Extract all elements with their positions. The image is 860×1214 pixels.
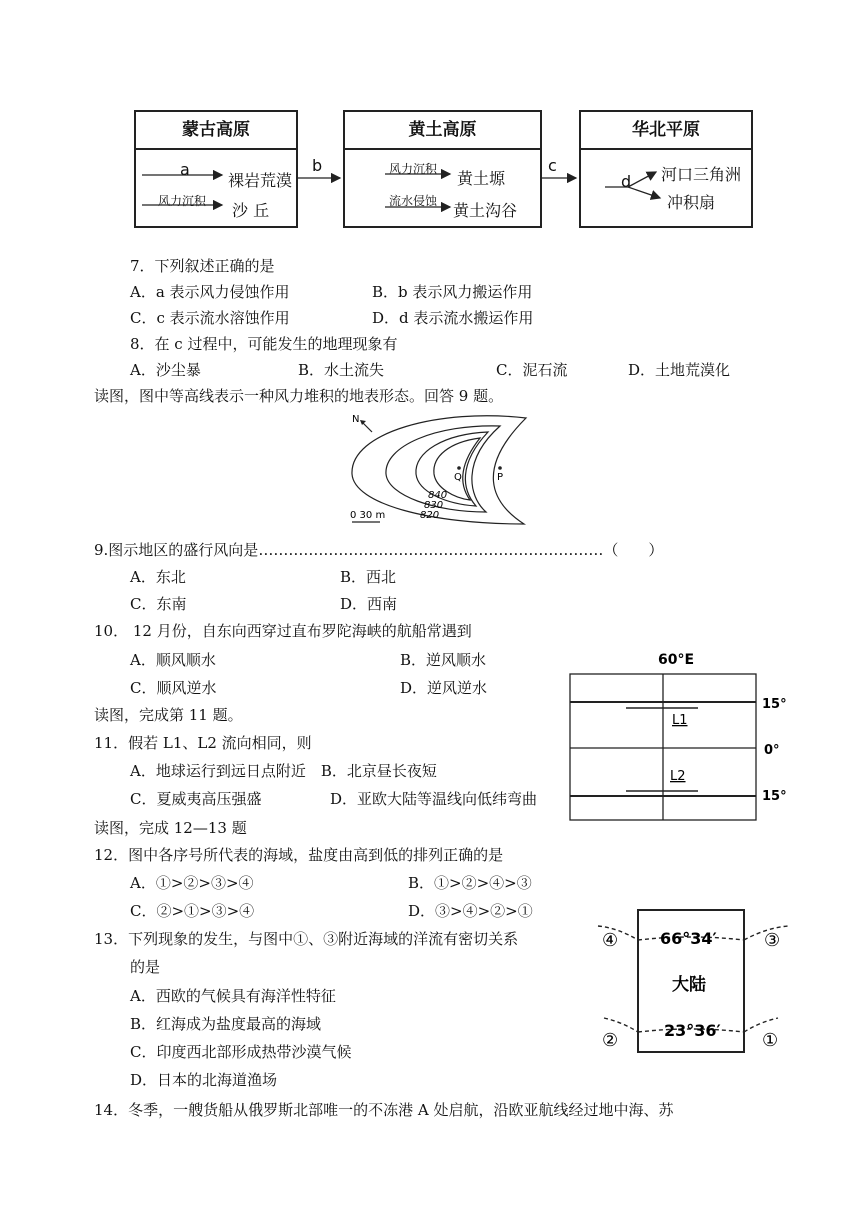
latitude-label-bottom: 15° xyxy=(762,789,787,804)
question-8-option-a[interactable]: A．沙尘暴 xyxy=(130,361,201,379)
ocean-current-map xyxy=(566,650,802,825)
question-12-option-a[interactable]: A．①>②>③>④ xyxy=(130,874,254,892)
north-label: N xyxy=(352,414,360,425)
label-c: c xyxy=(548,156,557,175)
scale-bar-label: 0 30 m xyxy=(350,510,386,521)
label-wind-deposition: 风力沉积 xyxy=(389,162,438,176)
contour-820-label: 820 xyxy=(420,510,440,521)
question-11-option-ab[interactable]: A．地球运行到远日点附近 B．北京昼长夜短 xyxy=(130,762,437,780)
question-9-stem: 9.图示地区的盛行风向是……………………………………………………………（ ） xyxy=(94,541,664,559)
contour-830-label: 830 xyxy=(424,500,444,511)
point-p-label: P xyxy=(497,472,504,483)
point-q-label: Q xyxy=(454,472,462,483)
question-13-option-d[interactable]: D．日本的北海道渔场 xyxy=(130,1071,278,1089)
question-11-option-d[interactable]: D．亚欧大陆等温线向低纬弯曲 xyxy=(330,790,538,808)
current-l1-label: L1 xyxy=(672,713,688,728)
question-10-option-b[interactable]: B．逆风顺水 xyxy=(400,651,487,669)
question-11-option-c[interactable]: C．夏威夷高压强盛 xyxy=(130,790,262,808)
longitude-label: 60°E xyxy=(658,652,695,668)
label-wind-deposition: 风力沉积 xyxy=(158,194,207,208)
question-13-option-a[interactable]: A．西欧的气候具有海洋性特征 xyxy=(130,987,336,1005)
question-9-option-d[interactable]: D．西南 xyxy=(340,595,398,613)
question-9-option-c[interactable]: C．东南 xyxy=(130,595,187,613)
question-8-stem: 8．在 c 过程中，可能发生的地理现象有 xyxy=(130,335,398,353)
latitude-label-equator: 0° xyxy=(764,743,780,758)
result-loess-gully: 黄土沟谷 xyxy=(453,201,518,220)
sea-area-3: ③ xyxy=(764,930,781,951)
question-12-option-c[interactable]: C．②>①>③>④ xyxy=(130,902,255,920)
continent-label: 大陆 xyxy=(672,975,706,995)
dune-contour-map xyxy=(340,412,540,530)
question-13-option-b[interactable]: B．红海成为盐度最高的海域 xyxy=(130,1015,322,1033)
question-8-option-d[interactable]: D．土地荒漠化 xyxy=(628,361,731,379)
contour-840-label: 840 xyxy=(428,490,448,501)
result-delta: 河口三角洲 xyxy=(661,165,742,184)
question-9-option-b[interactable]: B．西北 xyxy=(340,568,397,586)
question-10-stem: 10． 12 月份，自东向西穿过直布罗陀海峡的航船常遇到 xyxy=(94,622,472,640)
question-10-option-c[interactable]: C．顺风逆水 xyxy=(130,679,217,697)
label-water-erosion: 流水侵蚀 xyxy=(389,194,438,208)
question-7-option-c[interactable]: C．c 表示流水溶蚀作用 xyxy=(130,309,290,327)
label-b: b xyxy=(312,156,323,175)
question-9-option-a[interactable]: A．东北 xyxy=(130,568,186,586)
label-a: a xyxy=(180,160,190,179)
question-8-option-b[interactable]: B．水土流失 xyxy=(298,361,385,379)
result-bare-rock-desert: 裸岩荒漠 xyxy=(228,171,293,190)
question-11-stem: 11．假若 L1、L2 流向相同，则 xyxy=(94,734,312,752)
latitude-label-top: 15° xyxy=(762,697,787,712)
question-7-stem: 7．下列叙述正确的是 xyxy=(130,257,275,275)
sea-area-1: ① xyxy=(762,1030,779,1051)
question-7-option-a[interactable]: A．a 表示风力侵蚀作用 xyxy=(130,283,290,301)
result-loess-tableland: 黄土塬 xyxy=(457,169,506,188)
question-7-option-d[interactable]: D．d 表示流水搬运作用 xyxy=(372,309,534,327)
ocean-salinity-map xyxy=(594,906,794,1056)
question-9-intro: 读图，图中等高线表示一种风力堆积的地表形态。回答 9 题。 xyxy=(94,387,504,405)
current-l2-label: L2 xyxy=(670,769,686,784)
question-13-stem: 13．下列现象的发生，与图中①、③附近海域的洋流有密切关系 xyxy=(94,930,519,948)
sea-area-2: ② xyxy=(602,1030,619,1051)
result-sand-dune: 沙 丘 xyxy=(232,201,270,220)
arctic-circle-label: 66°34′ xyxy=(660,929,717,948)
question-12-option-d[interactable]: D．③>④>②>① xyxy=(408,902,533,920)
question-7-option-b[interactable]: B．b 表示风力搬运作用 xyxy=(372,283,533,301)
sea-area-4: ④ xyxy=(602,930,619,951)
question-11-intro: 读图，完成第 11 题。 xyxy=(94,706,243,724)
question-12-stem: 12．图中各序号所代表的海域，盐度由高到低的排列正确的是 xyxy=(94,846,504,864)
question-12-option-b[interactable]: B．①>②>④>③ xyxy=(408,874,532,892)
question-13-stem-cont: 的是 xyxy=(130,958,161,976)
question-14-stem: 14．冬季，一艘货船从俄罗斯北部唯一的不冻港 A 处启航，沿欧亚航线经过地中海、苏 xyxy=(94,1101,674,1119)
flow-arrows xyxy=(0,0,860,240)
tropic-label: 23°36′ xyxy=(664,1021,721,1040)
question-8-option-c[interactable]: C．泥石流 xyxy=(496,361,568,379)
box-title: 黄土高原 xyxy=(345,112,540,150)
question-13-option-c[interactable]: C．印度西北部形成热带沙漠气候 xyxy=(130,1043,352,1061)
box-title: 华北平原 xyxy=(581,112,751,150)
question-10-option-d[interactable]: D．逆风逆水 xyxy=(400,679,488,697)
question-10-option-a[interactable]: A．顺风顺水 xyxy=(130,651,216,669)
label-d: d xyxy=(621,172,632,191)
result-alluvial-fan: 冲积扇 xyxy=(667,193,716,212)
box-title: 蒙古高原 xyxy=(136,112,296,150)
question-12-intro: 读图，完成 12—13 题 xyxy=(94,819,247,837)
